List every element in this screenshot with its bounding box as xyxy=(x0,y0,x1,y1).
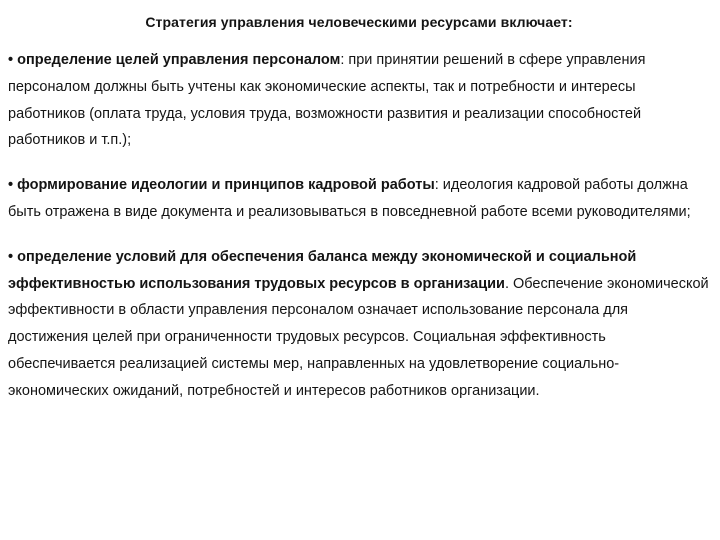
item-3-body: . Обеспечение экономической эффективности в области управления персоналом означает использование персонала для достижения целей при ограниченности трудовых ресурсов. Социальная эффективность обеспечивается реализацией системы мер, направленных на удовлетворение социально-экономических ожиданий, потребностей и интересов работников организации. xyxy=(8,275,709,399)
item-1-body: : при принятии решений в сфере управления персоналом должны быть учтены как экономические аспекты, так и потребности и интересы работников (оплата труда, условия труда, возможности развития и реализации способностей работников и т.п.); xyxy=(8,52,646,149)
strategy-item-2 xyxy=(8,172,710,226)
item-2-lead: • формирование идеологии и принципов кадровой работы xyxy=(8,177,435,194)
strategy-item-3 xyxy=(8,244,710,405)
slide-title: Стратегия управления человеческими ресурсами включает: xyxy=(145,14,573,30)
item-3-lead: • определение условий для обеспечения баланса между экономической и социальной эффективностью использования трудовых ресурсов в организации xyxy=(8,248,637,292)
item-1-lead: • определение целей управления персоналом xyxy=(8,52,341,68)
item-2-body: : идеология кадровой работы должна быть отражена в виде документа и реализовываться в повседневной работе всеми руководителями; xyxy=(8,177,691,220)
strategy-item-1 xyxy=(8,47,710,154)
